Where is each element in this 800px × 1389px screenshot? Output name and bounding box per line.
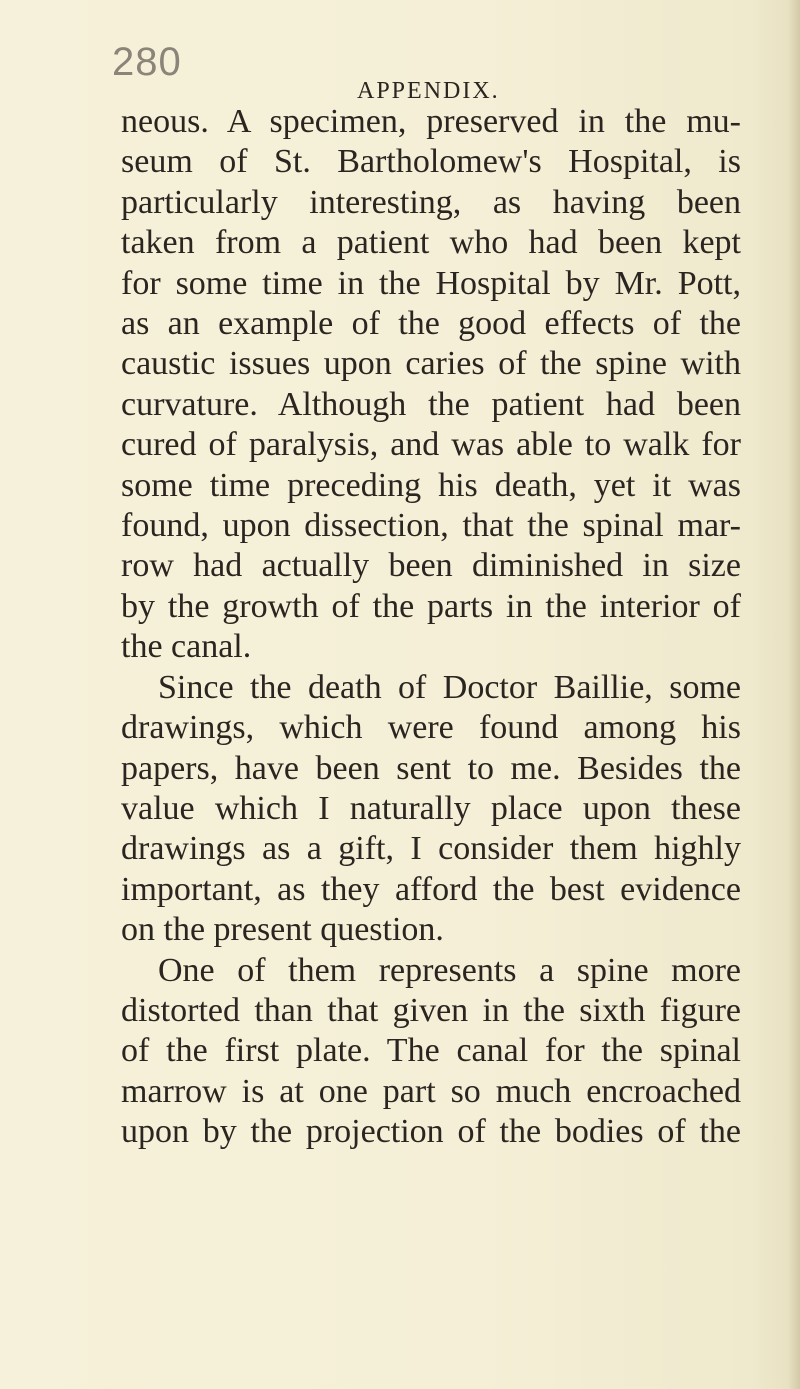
page-number: 280	[112, 40, 182, 84]
text-line: found, upon dissection, that the spinal mar-	[121, 507, 741, 545]
text-line: neous. A specimen, preserved in the mu-	[121, 103, 741, 140]
text-line: of the first plate. The canal for the spinal	[121, 1032, 741, 1070]
text-line: cured of paralysis, and was able to walk for	[121, 426, 741, 464]
text-line: caustic issues upon caries of the spine with	[121, 345, 741, 383]
text-line: important, as they afford the best evidence	[121, 870, 741, 908]
text-line: by the growth of the parts in the interior of	[121, 587, 741, 625]
paragraph-start-line: Since the death of Doctor Baillie, some	[158, 668, 741, 706]
text-line: marrow is at one part so much encroached	[121, 1072, 741, 1110]
text-line: particularly interesting, as having been	[121, 183, 741, 221]
text-line: drawings as a gift, I consider them highly	[121, 830, 741, 868]
text-line: value which I naturally place upon these	[121, 789, 741, 827]
text-line: seum of St. Bartholomew's Hospital, is	[121, 143, 741, 181]
paragraph-end-line: the canal.	[121, 628, 252, 666]
paragraph-start-line: One of them represents a spine more	[158, 951, 741, 989]
text-line: curvature. Although the patient had been	[121, 385, 741, 423]
text-line: for some time in the Hospital by Mr. Pott,	[121, 264, 741, 302]
text-line: taken from a patient who had been kept	[121, 224, 741, 262]
text-line: distorted than that given in the sixth figure	[121, 991, 741, 1029]
running-head: APPENDIX.	[357, 78, 500, 104]
paragraph-end-line: on the present question.	[121, 911, 444, 949]
text-line: upon by the projection of the bodies of the	[121, 1113, 741, 1151]
text-line: drawings, which were found among his	[121, 709, 741, 747]
text-line: papers, have been sent to me. Besides the	[121, 749, 741, 787]
text-line: as an example of the good effects of the	[121, 305, 741, 343]
body-text	[121, 102, 741, 1153]
text-line: row had actually been diminished in size	[121, 547, 741, 585]
page-edge-shadow	[788, 0, 800, 1389]
text-line: some time preceding his death, yet it was	[121, 466, 741, 504]
